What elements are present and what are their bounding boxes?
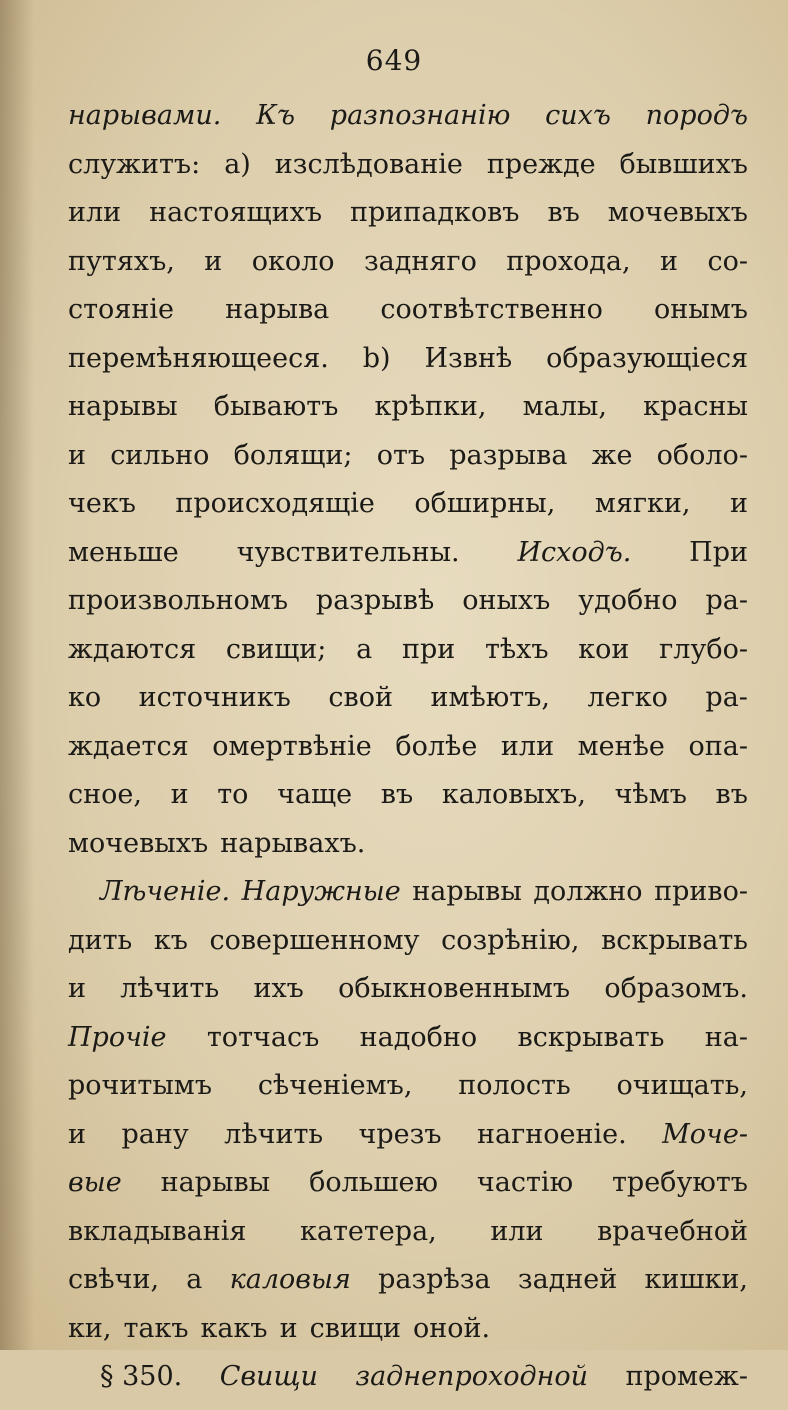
- word: красны: [643, 391, 748, 422]
- text-line: [68, 925, 748, 974]
- word: Прочіе: [68, 1021, 167, 1053]
- word: вскрывать: [517, 1021, 665, 1053]
- text-line: [68, 537, 748, 586]
- word: и: [68, 439, 86, 471]
- text-line: [68, 1361, 748, 1410]
- word: каловыхъ,: [441, 779, 586, 810]
- word: ждается: [68, 730, 189, 762]
- text-line: [68, 973, 748, 1022]
- word: и: [660, 245, 679, 277]
- word: омертвѣніе: [212, 730, 372, 762]
- word: образующіеся: [546, 342, 748, 374]
- word: нарыва: [225, 294, 330, 325]
- word: въ: [380, 779, 414, 810]
- word: мочевыхъ: [607, 197, 748, 228]
- word: надобно: [359, 1021, 478, 1053]
- word: задней: [517, 1264, 618, 1295]
- word: кишки,: [644, 1264, 748, 1295]
- page-spine-shadow: [0, 0, 34, 1350]
- word: ки,: [68, 1312, 112, 1344]
- word: прежде: [486, 148, 596, 180]
- word: то: [217, 779, 249, 810]
- word: изслѣдованіе: [274, 148, 463, 180]
- word: на-: [704, 1021, 748, 1053]
- word: нагноеніе.: [477, 1118, 627, 1150]
- word: очищать,: [616, 1070, 748, 1101]
- word: образомъ.: [604, 973, 748, 1004]
- word: имѣютъ,: [430, 682, 550, 713]
- text-line: [68, 1313, 748, 1362]
- text-line: [68, 100, 748, 149]
- text-line: [68, 391, 748, 440]
- word: сильно: [110, 439, 210, 471]
- word: нарывахъ.: [220, 827, 366, 859]
- word: ко: [68, 682, 102, 713]
- word: чувствительны.: [236, 536, 460, 568]
- text-line: [68, 149, 748, 198]
- text-line: [68, 1022, 748, 1071]
- word: каловыя: [229, 1264, 351, 1295]
- text-line: [68, 682, 748, 731]
- word: разрѣза: [378, 1264, 491, 1295]
- text-line: [68, 246, 748, 295]
- text-line: [68, 440, 748, 489]
- word: приво-: [654, 876, 748, 907]
- word: припадковъ: [349, 197, 520, 228]
- word: вые: [68, 1167, 122, 1198]
- word: свѣчи,: [68, 1264, 160, 1295]
- word: ра-: [705, 682, 748, 713]
- word: болящи;: [233, 439, 353, 471]
- text-line: [68, 779, 748, 828]
- word: породъ: [645, 100, 748, 131]
- word: произвольномъ: [68, 585, 288, 616]
- word: разпознанію: [329, 100, 511, 131]
- word: чекъ: [68, 488, 136, 519]
- word: при: [401, 633, 456, 665]
- page-number: 649: [365, 44, 423, 77]
- word: вкладыванія: [68, 1215, 247, 1247]
- word: a): [224, 148, 251, 180]
- word: и: [68, 1118, 86, 1150]
- word: чаще: [277, 779, 353, 810]
- word: созрѣнію,: [441, 924, 580, 956]
- word: промеж-: [625, 1361, 748, 1392]
- word: разрывѣ: [315, 585, 435, 616]
- word: должно: [533, 876, 643, 907]
- word: около: [251, 245, 335, 277]
- word: и: [279, 1312, 298, 1344]
- word: заднепроходной: [355, 1361, 589, 1392]
- body-text: [68, 100, 748, 1410]
- text-line: [68, 1119, 748, 1168]
- word: бывшихъ: [619, 148, 748, 180]
- word: чрезъ: [358, 1118, 442, 1150]
- word: чѣмъ: [614, 779, 687, 810]
- word: меньше: [68, 536, 179, 568]
- word: кои: [578, 633, 630, 665]
- word: Исходъ.: [517, 536, 632, 568]
- word: менѣе: [577, 730, 665, 762]
- word: нарывы: [160, 1167, 271, 1198]
- word: ждаются: [68, 633, 197, 665]
- word: Извнѣ: [424, 342, 513, 374]
- word: Свищи: [219, 1361, 318, 1392]
- word: оболо-: [656, 439, 748, 471]
- word: настоящихъ: [149, 197, 323, 228]
- word: свой: [328, 682, 393, 713]
- word: мочевыхъ: [68, 827, 209, 859]
- word: Моче-: [662, 1118, 748, 1150]
- text-line: [68, 488, 748, 537]
- word: бываютъ: [213, 391, 339, 422]
- word: сѣченіемъ,: [257, 1070, 413, 1101]
- word: болѣе: [395, 730, 478, 762]
- text-line: [68, 1070, 748, 1119]
- word: оныхъ: [462, 585, 551, 616]
- word: врачебной: [597, 1215, 748, 1247]
- word: стояніе: [68, 294, 174, 325]
- word: со-: [707, 245, 748, 277]
- word: и: [68, 973, 86, 1004]
- text-line: [68, 731, 748, 780]
- word: нарывы: [412, 876, 522, 907]
- text-line: [68, 1264, 748, 1313]
- word: удобно: [578, 585, 678, 616]
- text-line: [68, 634, 748, 683]
- text-line: [68, 1167, 748, 1216]
- text-line: [68, 828, 748, 877]
- word: частію: [476, 1167, 574, 1198]
- word: или: [490, 1215, 544, 1247]
- word: опа-: [688, 730, 748, 762]
- word: источникъ: [138, 682, 291, 713]
- word: а: [186, 1264, 203, 1295]
- word: нарывы: [68, 391, 178, 422]
- word: какъ: [200, 1312, 268, 1344]
- word: крѣпки,: [374, 391, 487, 422]
- word: При: [689, 536, 748, 568]
- word: лѣчить: [120, 973, 220, 1004]
- word: или: [68, 197, 122, 228]
- word: разрыва: [449, 439, 568, 471]
- word: соотвѣтственно: [380, 294, 603, 325]
- word: большею: [309, 1167, 439, 1198]
- word: Наружные: [241, 876, 401, 907]
- word: и: [729, 488, 748, 519]
- word: дить: [68, 924, 133, 956]
- word: отъ: [376, 439, 426, 471]
- word: тотчасъ: [206, 1021, 320, 1053]
- word: рану: [121, 1118, 189, 1150]
- word: въ: [547, 197, 580, 228]
- word: сихъ: [545, 100, 611, 131]
- word: совершенному: [209, 924, 420, 956]
- word: происходящіе: [175, 488, 375, 519]
- text-line: [68, 876, 748, 925]
- word: служитъ:: [68, 148, 201, 180]
- word: прохода,: [506, 245, 631, 277]
- word: и: [204, 245, 223, 277]
- word: Къ: [256, 100, 296, 131]
- word: въ: [715, 779, 748, 810]
- word: обыкновеннымъ: [338, 973, 571, 1004]
- word: задняго: [363, 245, 477, 277]
- word: свищи: [309, 1312, 401, 1344]
- word: легко: [587, 682, 668, 713]
- word: нарывами.: [68, 100, 222, 131]
- word: и: [170, 779, 189, 810]
- word: вскрывать: [601, 924, 748, 956]
- text-line: [68, 197, 748, 246]
- word: ра-: [705, 585, 748, 616]
- text-line: [68, 585, 748, 634]
- word: рочитымъ: [68, 1070, 212, 1101]
- word: требуютъ: [611, 1167, 748, 1198]
- word: катетера,: [299, 1215, 437, 1247]
- word: b): [362, 342, 391, 374]
- word: сное,: [68, 779, 142, 810]
- word: а: [356, 633, 373, 665]
- word: ихъ: [253, 973, 304, 1004]
- text-line: [68, 294, 748, 343]
- word: онымъ: [654, 294, 748, 325]
- word: тѣхъ: [484, 633, 549, 665]
- word: полость: [458, 1070, 571, 1101]
- word: такъ: [123, 1312, 189, 1344]
- word: мягки,: [594, 488, 691, 519]
- word: или: [500, 730, 555, 762]
- word: путяхъ,: [68, 245, 175, 277]
- text-line: [68, 1216, 748, 1265]
- word: малы,: [522, 391, 607, 422]
- word: же: [591, 439, 633, 471]
- word: лѣчить: [224, 1118, 324, 1150]
- word: перемѣняющееся.: [68, 342, 329, 374]
- word: обширны,: [414, 488, 556, 519]
- text-line: [68, 343, 748, 392]
- word: § 350.: [100, 1361, 183, 1392]
- word: Лѣченіе.: [100, 876, 231, 907]
- word: оной.: [413, 1312, 491, 1344]
- word: глубо-: [659, 633, 748, 665]
- word: свищи;: [225, 633, 327, 665]
- word: къ: [153, 924, 188, 956]
